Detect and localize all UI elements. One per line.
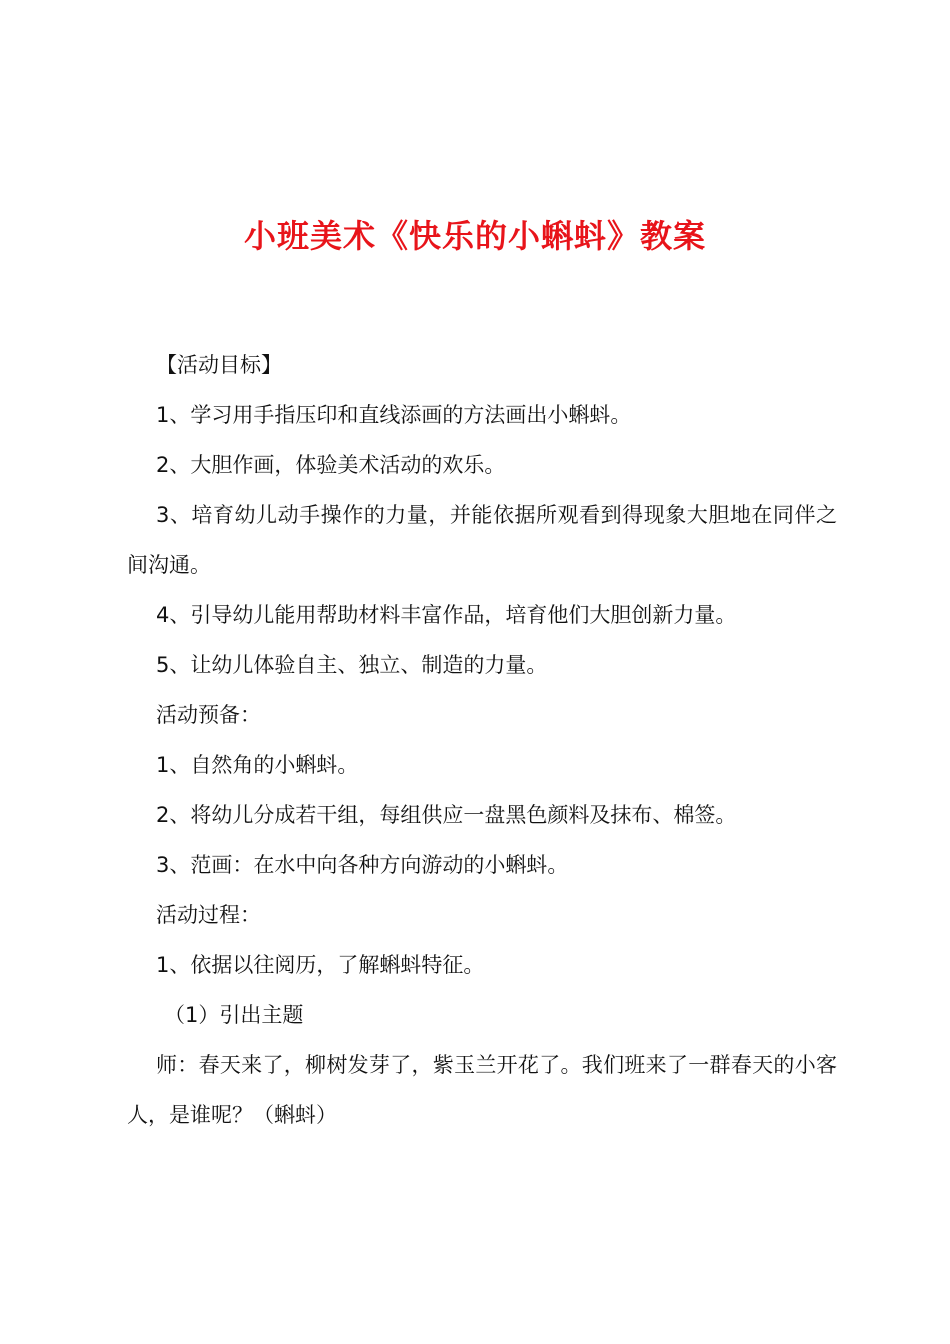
prep-item-3: 3、范画：在水中向各种方向游动的小蝌蚪。: [156, 853, 569, 877]
prep-item-1: 1、自然角的小蝌蚪。: [156, 753, 359, 777]
prep-heading: 活动预备：: [156, 703, 261, 727]
teacher-line: 师：春天来了，柳树发芽了，紫玉兰开花了。我们班来了一群春天的小客人，是谁呢？（蝌蚪）: [127, 1053, 837, 1127]
goal-item-3: 3、培育幼儿动手操作的力量，并能依据所观看到得现象大胆地在同伴之间沟通。: [127, 503, 837, 577]
goals-heading: 【活动目标】: [156, 353, 282, 377]
process-step-1: 1、依据以往阅历，了解蝌蚪特征。: [156, 953, 485, 977]
document-title: 小班美术《快乐的小蝌蚪》教案: [243, 217, 706, 255]
goal-item-5: 5、让幼儿体验自主、独立、制造的力量。: [156, 653, 548, 677]
document-body: [127, 340, 837, 1140]
goal-item-1: 1、学习用手指压印和直线添画的方法画出小蝌蚪。: [156, 403, 632, 427]
prep-item-2: 2、将幼儿分成若干组，每组供应一盘黑色颜料及抹布、棉签。: [156, 803, 737, 827]
goal-item-2: 2、大胆作画，体验美术活动的欢乐。: [156, 453, 506, 477]
process-sub-1: （1）引出主题: [164, 1003, 304, 1027]
goal-item-4: 4、引导幼儿能用帮助材料丰富作品，培育他们大胆创新力量。: [156, 603, 737, 627]
process-heading: 活动过程：: [156, 903, 261, 927]
